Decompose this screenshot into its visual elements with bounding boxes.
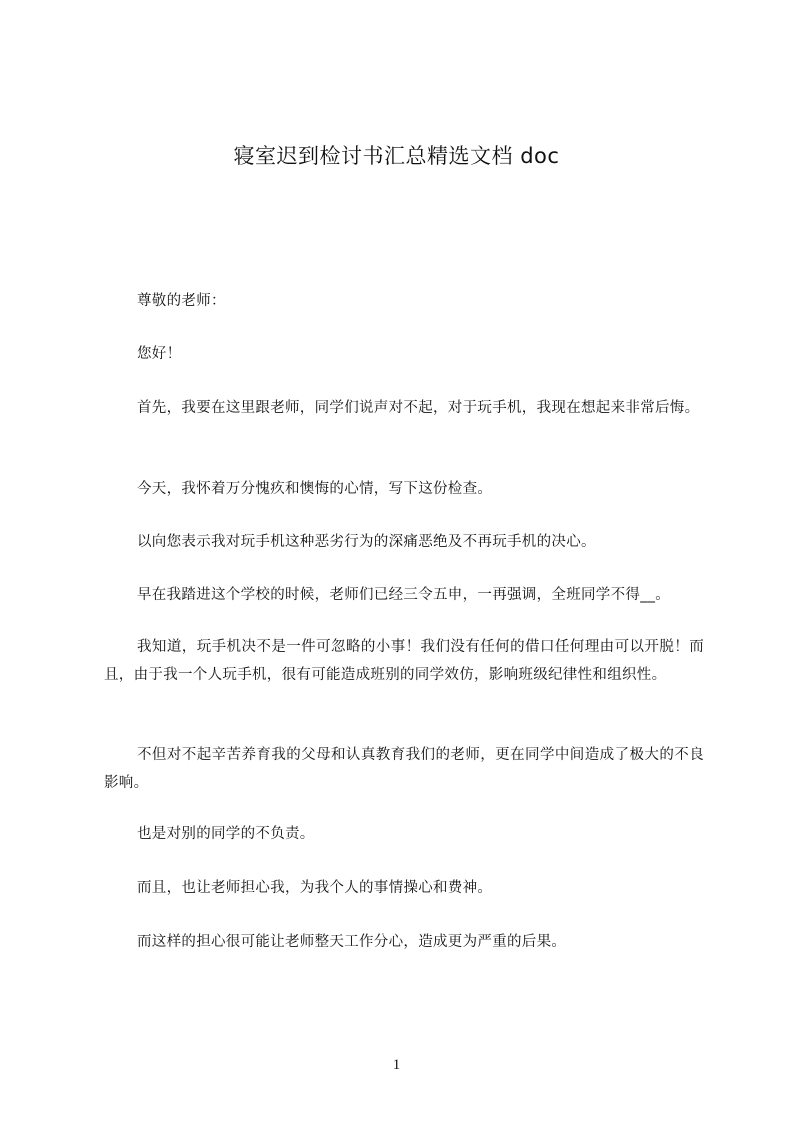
paragraph-rules: 早在我踏进这个学校的时候，老师们已经三令五申，一再强调，全班同学不得__。	[137, 587, 671, 603]
paragraph-resolve: 以向您表示我对玩手机这种恶劣行为的深痛恶绝及不再玩手机的决心。	[137, 534, 596, 550]
greeting: 您好！	[137, 346, 182, 362]
salutation: 尊敬的老师：	[137, 293, 226, 309]
paragraph-responsibility: 也是对别的同学的不负责。	[137, 826, 315, 842]
paragraph-impact: 不但对不起辛苦养育我的父母和认真教育我们的老师，更在同学中间造成了极大的不良影响。	[104, 747, 704, 791]
paragraph-consequence: 而这样的担心很可能让老师整天工作分心，造成更为严重的后果。	[137, 934, 567, 950]
page-number: 1	[392, 1057, 401, 1073]
document-title: 寝室迟到检讨书汇总精选文档 doc	[233, 144, 560, 168]
paragraph-teacher-worry: 而且，也让老师担心我，为我个人的事情操心和费神。	[137, 880, 493, 896]
paragraph-realization: 我知道，玩手机决不是一件可忽略的小事！我们没有任何的借口任何理由可以开脱！而且，由于我一个人玩手机，很有可能造成班别的同学效仿，影响班级纪律性和组织性。	[104, 639, 704, 683]
paragraph-apology: 首先，我要在这里跟老师，同学们说声对不起，对于玩手机，我现在想起来非常后悔。	[137, 400, 700, 416]
paragraph-feeling: 今天，我怀着万分愧疚和懊悔的心情，写下这份检查。	[137, 481, 493, 497]
